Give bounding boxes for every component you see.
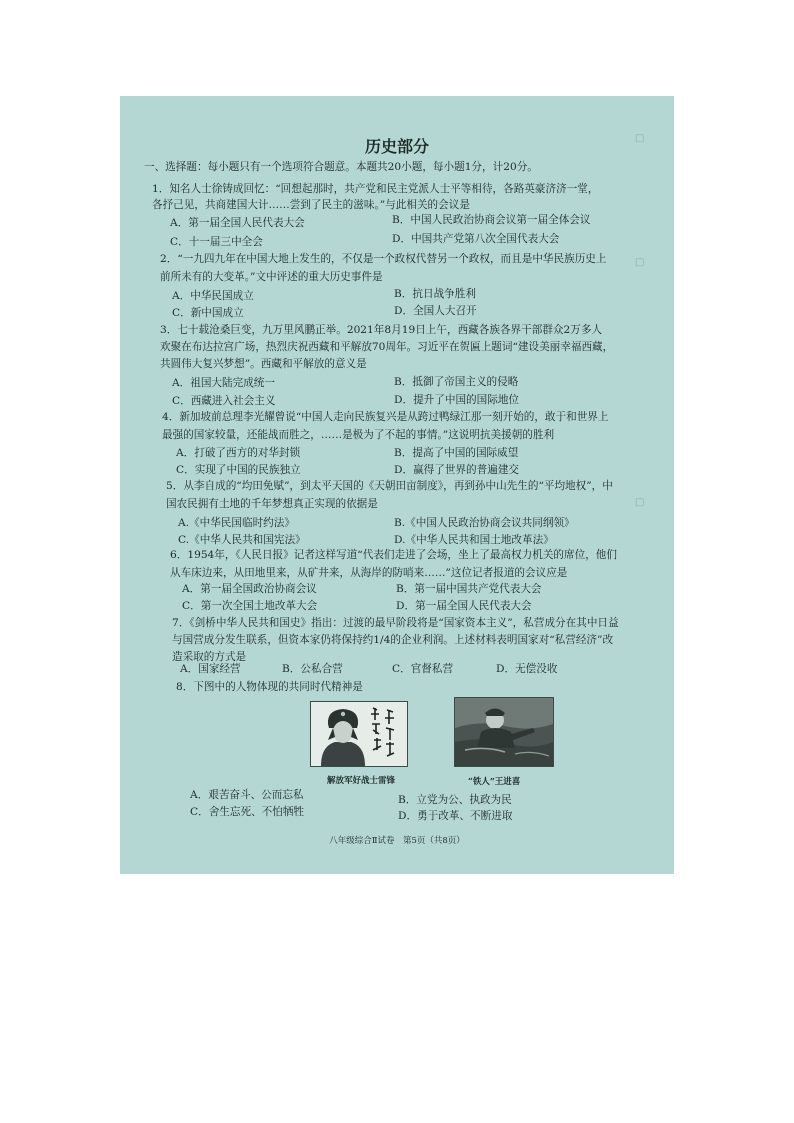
caption-wang-jinxi: “铁人”王进喜 [468, 777, 521, 787]
question-8-option-a: A．艰苦奋斗、公而忘私 [190, 789, 304, 801]
bleed-through-text: □ [635, 133, 645, 144]
question-7-option-b: B．公私合营 [282, 663, 343, 675]
question-2-stem: 2．“一九四九年在中国大地上发生的，不仅是一个政权代替另一个政权，而且是中华民族历史上 [160, 253, 607, 265]
question-6-option-a: A．第一届全国政治协商会议 [182, 583, 317, 595]
question-2-option-d: D．全国人大召开 [394, 305, 477, 317]
wang-jinxi-photo-image [454, 697, 554, 767]
question-1-stem: 各抒己见，共商建国大计……尝到了民主的滋味。”与此相关的会议是 [152, 199, 470, 211]
question-2-option-c: C．新中国成立 [172, 307, 244, 319]
question-3-option-b: B．抵御了帝国主义的侵略 [394, 376, 519, 388]
question-1-option-c: C．十一届三中全会 [170, 236, 263, 248]
page-title: 历史部分 [364, 137, 429, 156]
question-7-stem: 造采取的方式是 [172, 651, 247, 663]
question-4-option-a: A．打破了西方的对华封锁 [176, 447, 301, 459]
caption-lei-feng: 解放军好战士雷锋 [327, 776, 396, 786]
question-5-option-c: C.《中华人民共和国宪法》 [178, 534, 306, 546]
section-instruction: 一、选择题：每小题只有一个选项符合题意。本题共20小题，每小题1分，计20分。 [144, 161, 538, 173]
question-4-option-c: C．实现了中国的民族独立 [176, 464, 301, 476]
question-5-option-b: B.《中国人民政治协商会议共同纲领》 [394, 517, 575, 529]
question-1-option-b: B．中国人民政治协商会议第一届全体会议 [392, 214, 591, 226]
lei-feng-portrait-image [310, 701, 408, 767]
question-8-stem: 8．下图中的人物体现的共同时代精神是 [176, 681, 363, 693]
page-footer: 八年级综合Ⅱ试卷 第5页（共8页） [329, 836, 465, 846]
question-3-option-d: D．提升了中国的国际地位 [394, 394, 520, 406]
question-6-stem: 从车床边来，从田地里来，从矿井来，从海岸的防哨来……”这位记者报道的会议应是 [170, 567, 568, 579]
question-7-stem: 7．《剑桥中华人民共和国史》指出：过渡的最早阶段将是“国家资本主义”，私营成分在其中日益 [172, 617, 619, 629]
question-6-option-b: B．第一届中国共产党代表大会 [396, 583, 542, 595]
question-7-option-c: C．官督私营 [392, 663, 454, 675]
question-5-option-d: D.《中华人民共和国土地改革法》 [394, 534, 554, 546]
question-1-option-d: D．中国共产党第八次全国代表大会 [392, 233, 560, 245]
bleed-through-text: □ [635, 497, 645, 508]
question-6-option-c: C．第一次全国土地改革大会 [182, 600, 318, 612]
question-4-stem: 最强的国家较量，还能战而胜之，……是极为了不起的事情。”这说明抗美援朝的胜利 [162, 429, 555, 441]
question-6-stem: 6．1954年，《人民日报》记者这样写道“代表们走进了会场，坐上了最高权力机关的席位，他们 [170, 549, 617, 561]
question-1-stem: 1．知名人士徐铸成回忆：“回想起那时，共产党和民主党派人士平等相待，各路英豪济济一堂， [152, 183, 599, 195]
question-7-option-d: D．无偿没收 [496, 663, 558, 675]
question-4-option-d: D．赢得了世界的普遍建交 [394, 464, 520, 476]
question-8-option-d: D．勇于改革、不断进取 [398, 810, 513, 822]
question-1-option-a: A．第一届全国人民代表大会 [170, 217, 305, 229]
question-2-option-b: B．抗日战争胜利 [394, 288, 476, 300]
question-7-option-a: A．国家经营 [180, 663, 241, 675]
question-3-option-a: A．祖国大陆完成统一 [172, 377, 275, 389]
question-3-stem: 共圆伟大复兴梦想”。西藏和平解放的意义是 [160, 358, 367, 370]
question-2-option-a: A．中华民国成立 [172, 290, 254, 302]
question-8-option-b: B．立党为公、执政为民 [398, 794, 512, 806]
question-7-stem: 与国营成分发生联系，但资本家仍将保持约1/4的企业利润。上述材料表明国家对“私营经济”改 [172, 634, 614, 646]
bleed-through-text: □ [635, 257, 645, 268]
question-5-stem: 国农民拥有土地的千年梦想真正实现的依据是 [166, 498, 378, 510]
question-3-option-c: C．西藏进入社会主义 [172, 395, 276, 407]
question-5-stem: 5．从李自成的“均田免赋”，到太平天国的《天朝田亩制度》，再到孙中山先生的“平均地权”，中 [166, 480, 613, 492]
question-6-option-d: D．第一届全国人民代表大会 [396, 600, 532, 612]
exam-page [120, 96, 674, 874]
question-5-option-a: A.《中华民国临时约法》 [178, 517, 295, 529]
question-8-option-c: C．舍生忘死、不怕牺牲 [190, 806, 305, 818]
question-4-stem: 4．新加坡前总理李光耀曾说“中国人走向民族复兴是从跨过鸭绿江那一刻开始的，敢于和世界上 [162, 411, 609, 423]
question-3-stem: 欢聚在布达拉宫广场，热烈庆祝西藏和平解放70周年。习近平在贺匾上题词“建设美丽幸福西藏， [160, 341, 614, 353]
question-2-stem: 前所未有的大变革。”文中评述的重大历史事件是 [160, 271, 383, 283]
question-3-stem: 3．七十载沧桑巨变，九万里风鹏正举。2021年8月19日上午，西藏各族各界干部群众2万多人 [160, 324, 603, 336]
question-4-option-b: B．提高了中国的国际威望 [394, 447, 519, 459]
